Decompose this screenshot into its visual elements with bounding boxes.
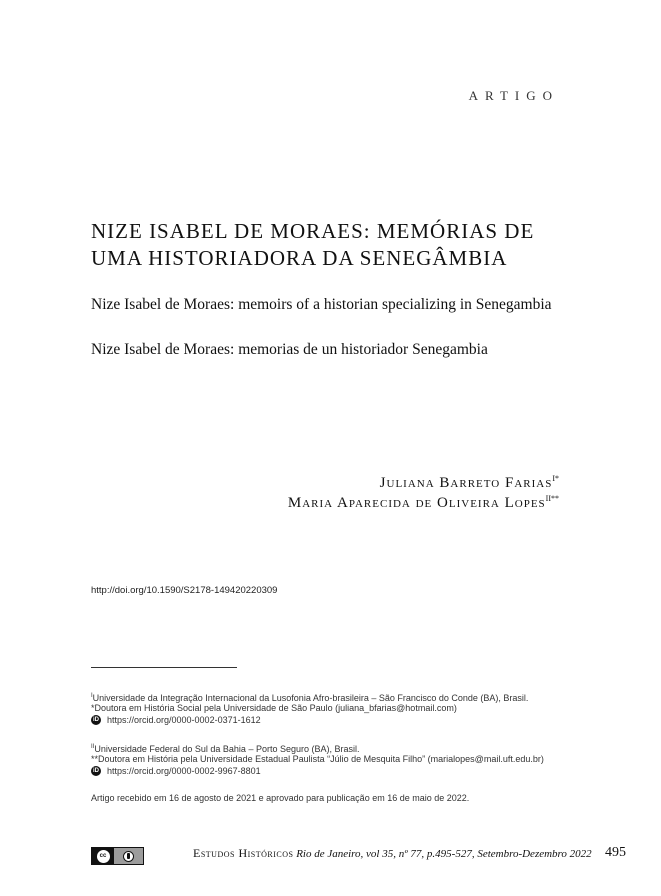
section-label: ARTIGO <box>468 88 559 103</box>
footer-citation <box>193 846 592 861</box>
author-2 <box>288 494 559 512</box>
footnote-marker: I <box>91 693 93 699</box>
page-number: 495 <box>605 845 626 860</box>
affiliation-text: Universidade Federal do Sul da Bahia – Porto Seguro (BA), Brasil. <box>94 744 360 754</box>
citation-details: Rio de Janeiro, vol 35, nº 77, p.495-527, Setembro-Dezembro 2022 <box>296 848 592 860</box>
author-2-marker: II** <box>545 494 559 503</box>
subtitle-spanish: Nize Isabel de Moraes: memorias de un historiador Senegambia <box>91 341 488 358</box>
orcid-icon: iD <box>93 768 99 774</box>
author-1-name: Juliana Barreto Farias <box>379 475 553 491</box>
cc-by-icon <box>114 848 143 864</box>
doi-link[interactable]: http://doi.org/10.1590/S2178-149420220309 <box>91 585 278 596</box>
creative-commons-badge[interactable] <box>91 847 144 865</box>
footnote-marker: II <box>91 744 95 750</box>
footnote-author-2-orcid <box>91 765 261 777</box>
footnote-divider <box>91 667 237 668</box>
footnote-author-1-bio: *Doutora em História Social pela Universidade de São Paulo (juliana_bfarias@hotmail.com) <box>91 703 457 713</box>
author-2-name: Maria Aparecida de Oliveira Lopes <box>287 495 546 511</box>
cc-logo-icon: cc <box>92 848 114 864</box>
footnote-author-2-bio: **Doutora em História pela Universidade Estadual Paulista “Júlio de Mesquita Filho” (marialopes@mail.uft.edu.br) <box>91 754 544 764</box>
orcid-icon: iD <box>93 717 99 723</box>
author-1 <box>380 474 559 492</box>
subtitle-english: Nize Isabel de Moraes: memoirs of a historian specializing in Senegambia <box>91 296 552 313</box>
author-1-marker: I* <box>552 474 559 483</box>
journal-name: Estudos Históricos <box>193 846 294 860</box>
received-note: Artigo recebido em 16 de agosto de 2021 e aprovado para publicação em 16 de maio de 2022. <box>91 793 470 803</box>
affiliation-text: Universidade da Integração Internacional da Lusofonia Afro-brasileira – São Francisco do Conde (BA), Brasil. <box>92 693 529 703</box>
article-title: NIZE ISABEL DE MORAES: MEMÓRIAS DE UMA HISTORIADORA DA SENEGÂMBIA <box>91 219 535 270</box>
orcid-link[interactable]: https://orcid.org/0000-0002-9967-8801 <box>107 766 261 776</box>
orcid-link[interactable]: https://orcid.org/0000-0002-0371-1612 <box>107 715 261 725</box>
footnote-author-1-orcid <box>91 714 261 726</box>
